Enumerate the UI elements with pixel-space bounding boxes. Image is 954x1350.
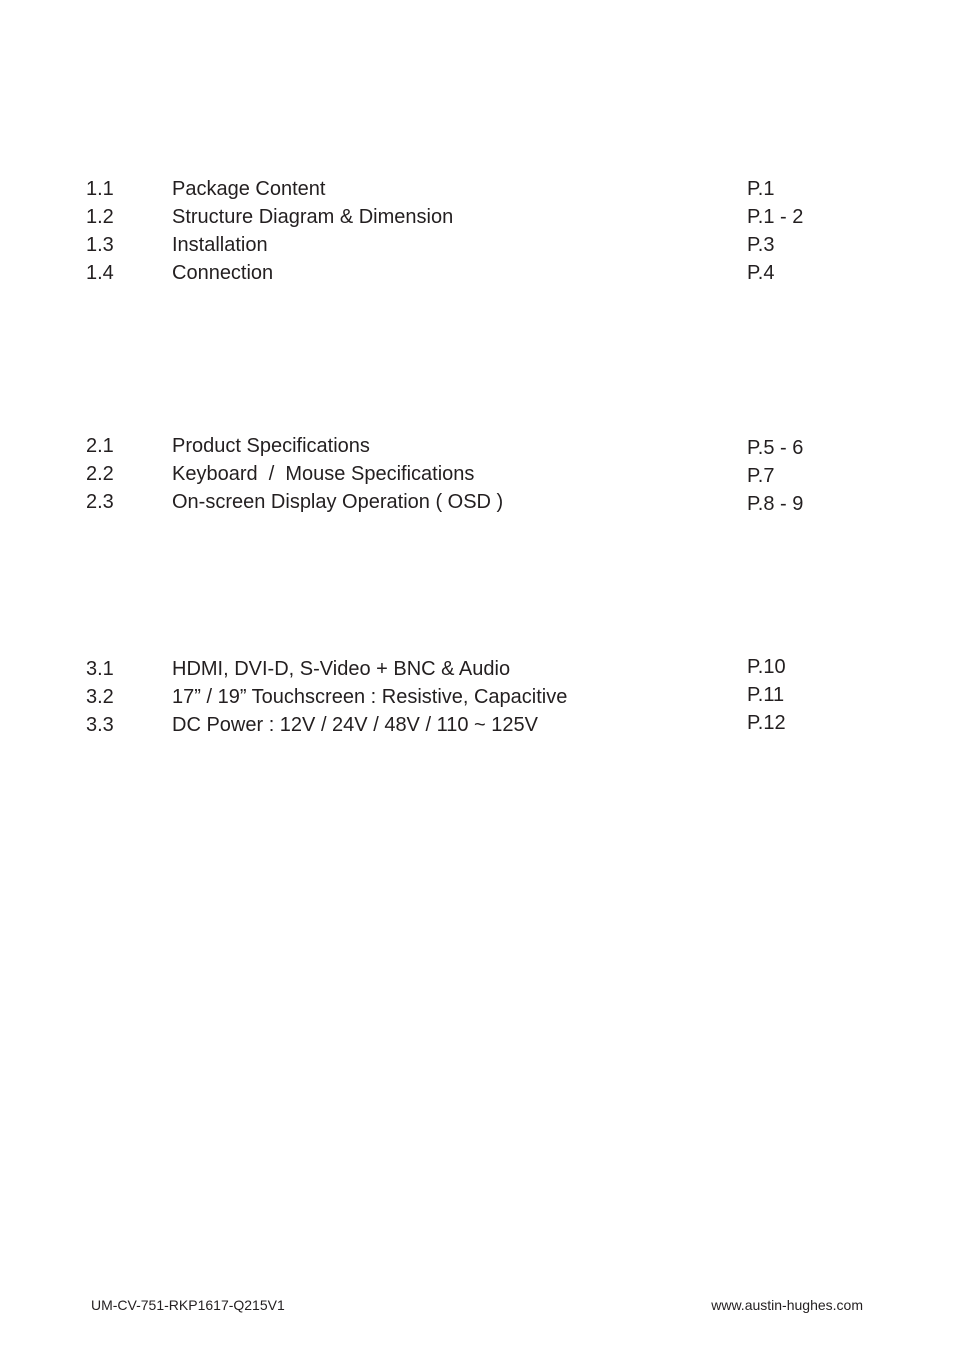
toc-section-number: 1.2 bbox=[86, 206, 114, 228]
toc-section-title: Connection bbox=[172, 262, 274, 284]
toc-section-title: Keyboard / Mouse Specifications bbox=[172, 463, 475, 485]
toc-row-3-1 bbox=[0, 655, 954, 683]
toc-section-title: Package Content bbox=[172, 178, 326, 200]
toc-section-title: HDMI, DVI-D, S-Video + BNC & Audio bbox=[172, 658, 511, 680]
toc-row-1-2 bbox=[0, 203, 954, 231]
toc-page-ref: P.4 bbox=[747, 262, 775, 284]
toc-section-number: 3.2 bbox=[86, 686, 114, 708]
toc-row-1-1 bbox=[0, 175, 954, 203]
footer-document-code: UM-CV-751-RKP1617-Q215V1 bbox=[91, 1297, 285, 1313]
toc-section-title: Installation bbox=[172, 234, 268, 256]
toc-page-ref: P.5 - 6 bbox=[747, 437, 804, 459]
toc-section-number: 2.3 bbox=[86, 491, 114, 513]
toc-row-1-4 bbox=[0, 259, 954, 287]
toc-section-number: 2.1 bbox=[86, 435, 114, 457]
toc-section-number: 3.3 bbox=[86, 714, 114, 736]
toc-section-number: 3.1 bbox=[86, 658, 114, 680]
toc-page-ref: P.12 bbox=[747, 712, 786, 734]
toc-page-ref: P.8 - 9 bbox=[747, 493, 804, 515]
footer-website-link[interactable]: www.austin-hughes.com bbox=[711, 1297, 863, 1313]
toc-section-number: 2.2 bbox=[86, 463, 114, 485]
toc-section-number: 1.4 bbox=[86, 262, 114, 284]
toc-row-3-3 bbox=[0, 711, 954, 739]
toc-section-title: Product Specifications bbox=[172, 435, 370, 457]
toc-row-2-2 bbox=[0, 460, 954, 488]
toc-section-title: Structure Diagram & Dimension bbox=[172, 206, 454, 228]
toc-section-title: DC Power : 12V / 24V / 48V / 110 ~ 125V bbox=[172, 714, 538, 736]
toc-page-ref: P.11 bbox=[747, 684, 785, 706]
toc-row-2-3 bbox=[0, 488, 954, 516]
toc-page-ref: P.7 bbox=[747, 465, 775, 487]
toc-page-ref: P.1 bbox=[747, 178, 775, 200]
toc-row-1-3 bbox=[0, 231, 954, 259]
toc-row-3-2 bbox=[0, 683, 954, 711]
toc-section-title: On-screen Display Operation ( OSD ) bbox=[172, 491, 504, 513]
toc-page-ref: P.3 bbox=[747, 234, 775, 256]
toc-row-2-1 bbox=[0, 432, 954, 460]
toc-page-ref: P.1 - 2 bbox=[747, 206, 804, 228]
toc-section-title: 17” / 19” Touchscreen : Resistive, Capacitive bbox=[172, 686, 568, 708]
toc-page-ref: P.10 bbox=[747, 656, 786, 678]
toc-section-number: 1.1 bbox=[86, 178, 114, 200]
toc-section-number: 1.3 bbox=[86, 234, 114, 256]
